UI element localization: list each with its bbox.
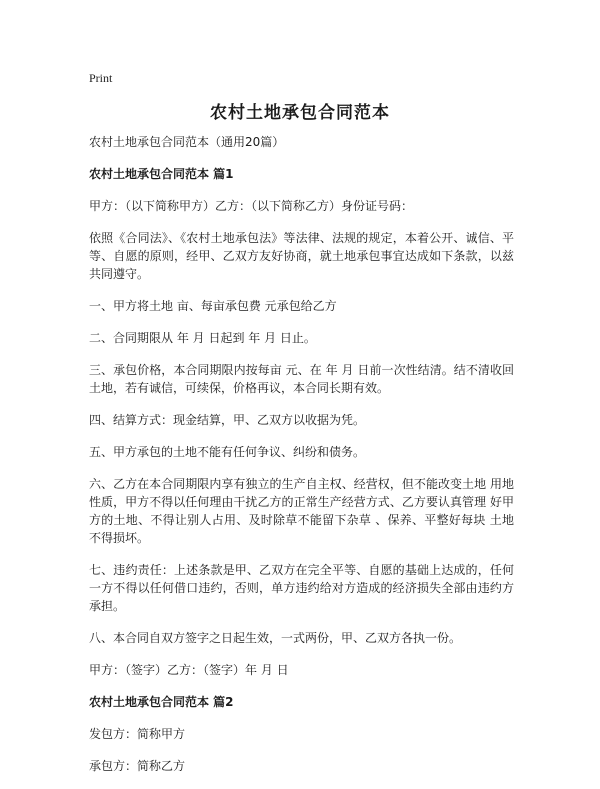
paragraph: 一、甲方将土地 亩、每亩承包费 元承包给乙方 (89, 299, 337, 313)
section-heading-1: 农村土地承包合同范本 篇1 (89, 167, 234, 181)
paragraph: 五、甲方承包的土地不能有任何争议、纠纷和债务。 (89, 445, 366, 459)
paragraph: 四、结算方式：现金结算，甲、乙双方以收据为凭。 (89, 413, 366, 427)
paragraph: 发包方：简称甲方 (89, 727, 186, 741)
intro-line: 农村土地承包合同范本（通用20篇） (89, 135, 285, 149)
paragraph: 三、承包价格，本合同期限内按每亩 元、在 年 月 日前一次性结清。结不清收回土地，若有诚信，可续保，价格再议，本合同长期有效。 (89, 363, 514, 395)
paragraph: 七、违约责任：上述条款是甲、乙双方在完全平等、自愿的基础上达成的，任何一方不得以任何借口违约，否则，单方违约给对方造成的经济损失全部由违约方承担。 (89, 563, 514, 613)
paragraph: 承包方：简称乙方 (89, 759, 186, 773)
paragraph: 六、乙方在本合同期限内享有独立的生产自主权、经营权，但不能改变土地 用地性质，甲方不得以任何理由干扰乙方的正常生产经营方式、乙方要认真管理 好甲方的土地、不得让别人占用、及时除草不能留下杂草 、保养、平整好每块 土地不得损坏。 (89, 477, 514, 545)
paragraph: 八、本合同自双方签字之日起生效，一式两份，甲、乙双方各执一份。 (89, 631, 462, 645)
document-body (89, 133, 514, 789)
section-heading-2: 农村土地承包合同范本 篇2 (89, 695, 234, 709)
signature-line: 甲方：（签字）乙方：（签字）年 月 日 (89, 663, 289, 677)
document-title: 农村土地承包合同范本 (210, 103, 390, 123)
paragraph: 甲方：（以下简称甲方）乙方：（以下简称乙方）身份证号码： (89, 199, 414, 213)
paragraph: 二、合同期限从 年 月 日起到 年 月 日止。 (89, 331, 316, 345)
print-link[interactable]: Print (89, 71, 113, 85)
paragraph: 依照《合同法》、《农村土地承包法》等法律、法规的规定，本着公开、诚信、平等、自愿的原则，经甲、乙双方友好协商，就土地承包事宜达成如下条款，以兹共同遵守。 (89, 231, 514, 281)
